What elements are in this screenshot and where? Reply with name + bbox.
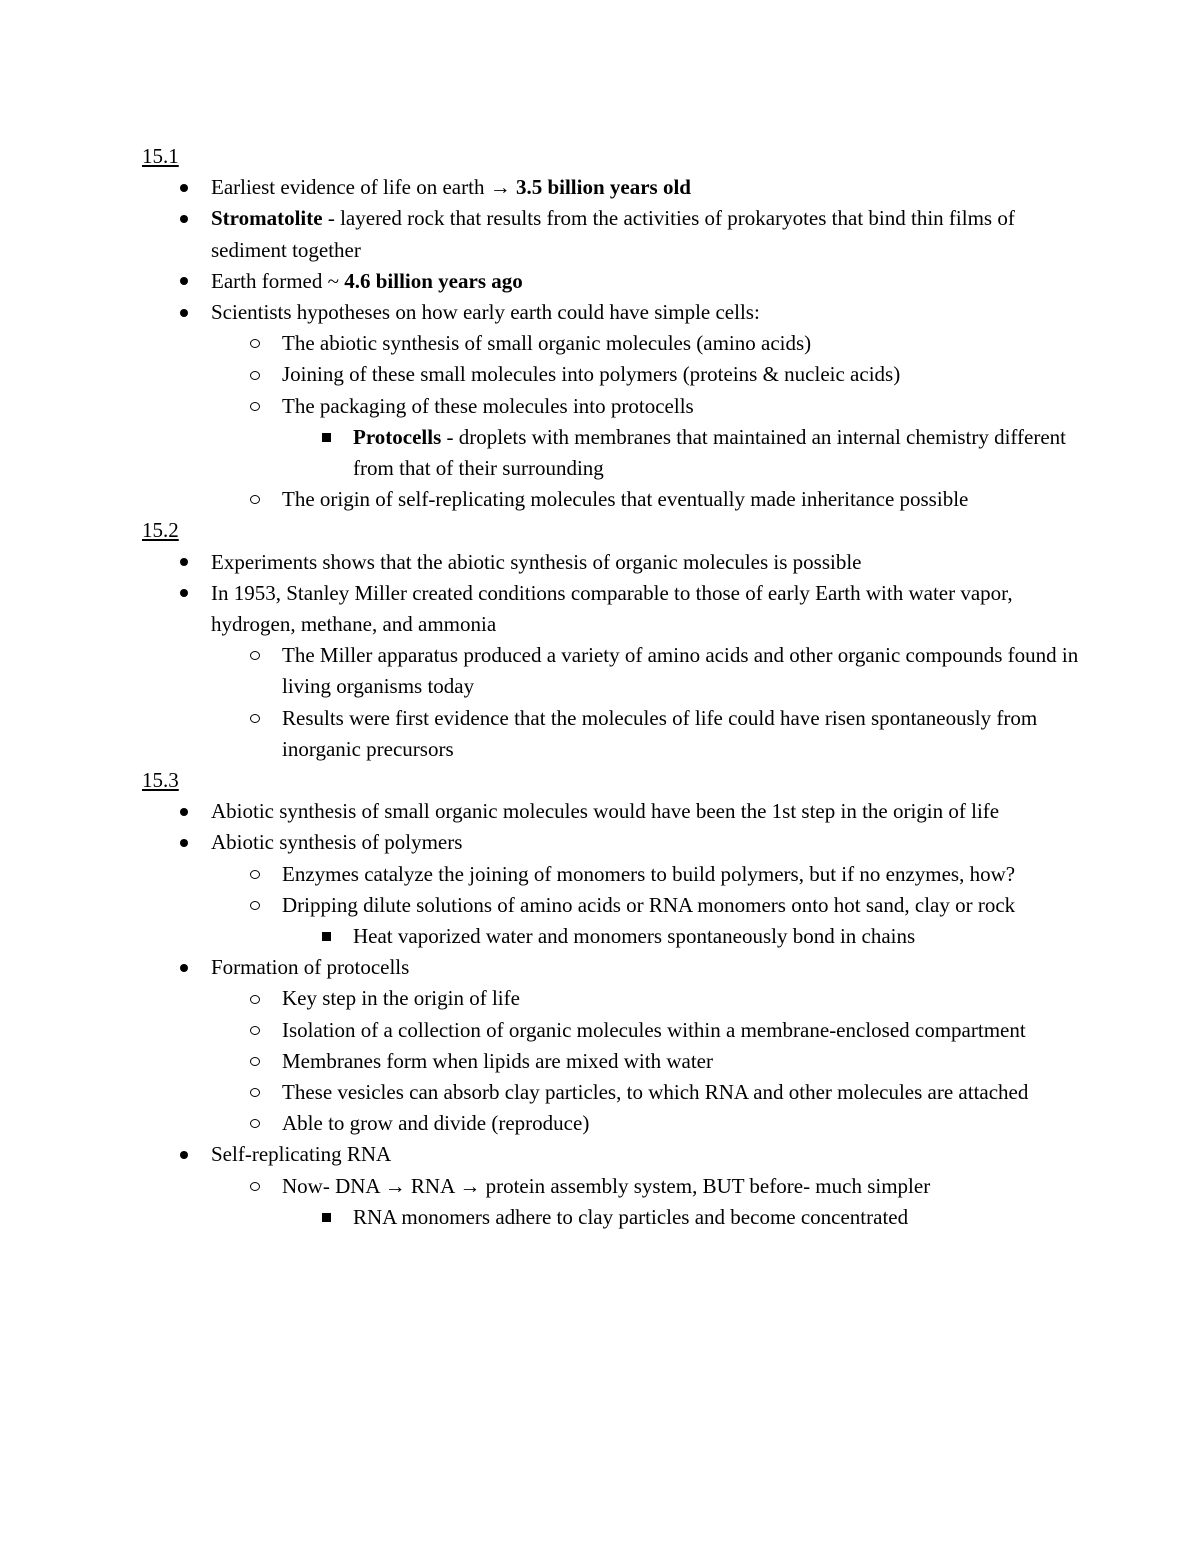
list-item: Earliest evidence of life on earth → 3.5 billion years old (142, 172, 1082, 203)
list-item: RNA monomers adhere to clay particles and become concentrated (142, 1202, 1082, 1233)
list-item: Joining of these small molecules into polymers (proteins & nucleic acids) (142, 359, 1082, 390)
circle-bullet-icon (247, 859, 263, 890)
bullet-icon (176, 266, 192, 297)
bullet-icon (176, 547, 192, 578)
bullet-icon (176, 578, 192, 609)
circle-bullet-icon (247, 328, 263, 359)
list-item: Enzymes catalyze the joining of monomers to build polymers, but if no enzymes, how? (142, 859, 1082, 890)
bullet-icon (176, 796, 192, 827)
circle-bullet-icon (247, 391, 263, 422)
circle-bullet-icon (247, 1046, 263, 1077)
list-item: Now- DNA → RNA → protein assembly system, BUT before- much simpler (142, 1171, 1082, 1202)
list-item: The origin of self-replicating molecules that eventually made inheritance possible (142, 484, 1082, 515)
list-item: Heat vaporized water and monomers spontaneously bond in chains (142, 921, 1082, 952)
list-item: Formation of protocells (142, 952, 1082, 983)
square-bullet-icon (318, 422, 334, 453)
section-heading: 15.2 (142, 518, 179, 543)
bullet-icon (176, 297, 192, 328)
list-item: The Miller apparatus produced a variety of amino acids and other organic compounds found in living organisms today (142, 640, 1082, 702)
list-item: Abiotic synthesis of polymers (142, 827, 1082, 858)
circle-bullet-icon (247, 1015, 263, 1046)
circle-bullet-icon (247, 1077, 263, 1108)
circle-bullet-icon (247, 359, 263, 390)
list-item: Stromatolite - layered rock that results from the activities of prokaryotes that bind thin films of sediment together (142, 203, 1082, 265)
list-item: Protocells - droplets with membranes that maintained an internal chemistry different from that of their surrounding (142, 422, 1082, 484)
circle-bullet-icon (247, 484, 263, 515)
circle-bullet-icon (247, 983, 263, 1014)
list-item: In 1953, Stanley Miller created conditions comparable to those of early Earth with water vapor, hydrogen, methane, and ammonia (142, 578, 1082, 640)
bullet-icon (176, 172, 192, 203)
list-item: Membranes form when lipids are mixed with water (142, 1046, 1082, 1077)
list-item: Scientists hypotheses on how early earth could have simple cells: (142, 297, 1082, 328)
list-item: Able to grow and divide (reproduce) (142, 1108, 1082, 1139)
circle-bullet-icon (247, 1108, 263, 1139)
list-item: Abiotic synthesis of small organic molecules would have been the 1st step in the origin of life (142, 796, 1082, 827)
bullet-icon (176, 1139, 192, 1170)
circle-bullet-icon (247, 640, 263, 671)
list-item: The abiotic synthesis of small organic molecules (amino acids) (142, 328, 1082, 359)
list-item: Earth formed ~ 4.6 billion years ago (142, 266, 1082, 297)
notes-content (142, 141, 1082, 1233)
section-heading: 15.3 (142, 768, 179, 793)
bullet-icon (176, 827, 192, 858)
square-bullet-icon (318, 1202, 334, 1233)
circle-bullet-icon (247, 703, 263, 734)
bullet-icon (176, 203, 192, 234)
list-item: Results were first evidence that the molecules of life could have risen spontaneously from inorganic precursors (142, 703, 1082, 765)
list-item: Key step in the origin of life (142, 983, 1082, 1014)
square-bullet-icon (318, 921, 334, 952)
bullet-icon (176, 952, 192, 983)
list-item: Self-replicating RNA (142, 1139, 1082, 1170)
section-heading: 15.1 (142, 144, 179, 168)
circle-bullet-icon (247, 890, 263, 921)
list-item: Dripping dilute solutions of amino acids or RNA monomers onto hot sand, clay or rock (142, 890, 1082, 921)
list-item: Isolation of a collection of organic molecules within a membrane-enclosed compartment (142, 1015, 1082, 1046)
list-item: Experiments shows that the abiotic synthesis of organic molecules is possible (142, 547, 1082, 578)
circle-bullet-icon (247, 1171, 263, 1202)
list-item: These vesicles can absorb clay particles, to which RNA and other molecules are attached (142, 1077, 1082, 1108)
list-item: The packaging of these molecules into protocells (142, 391, 1082, 422)
